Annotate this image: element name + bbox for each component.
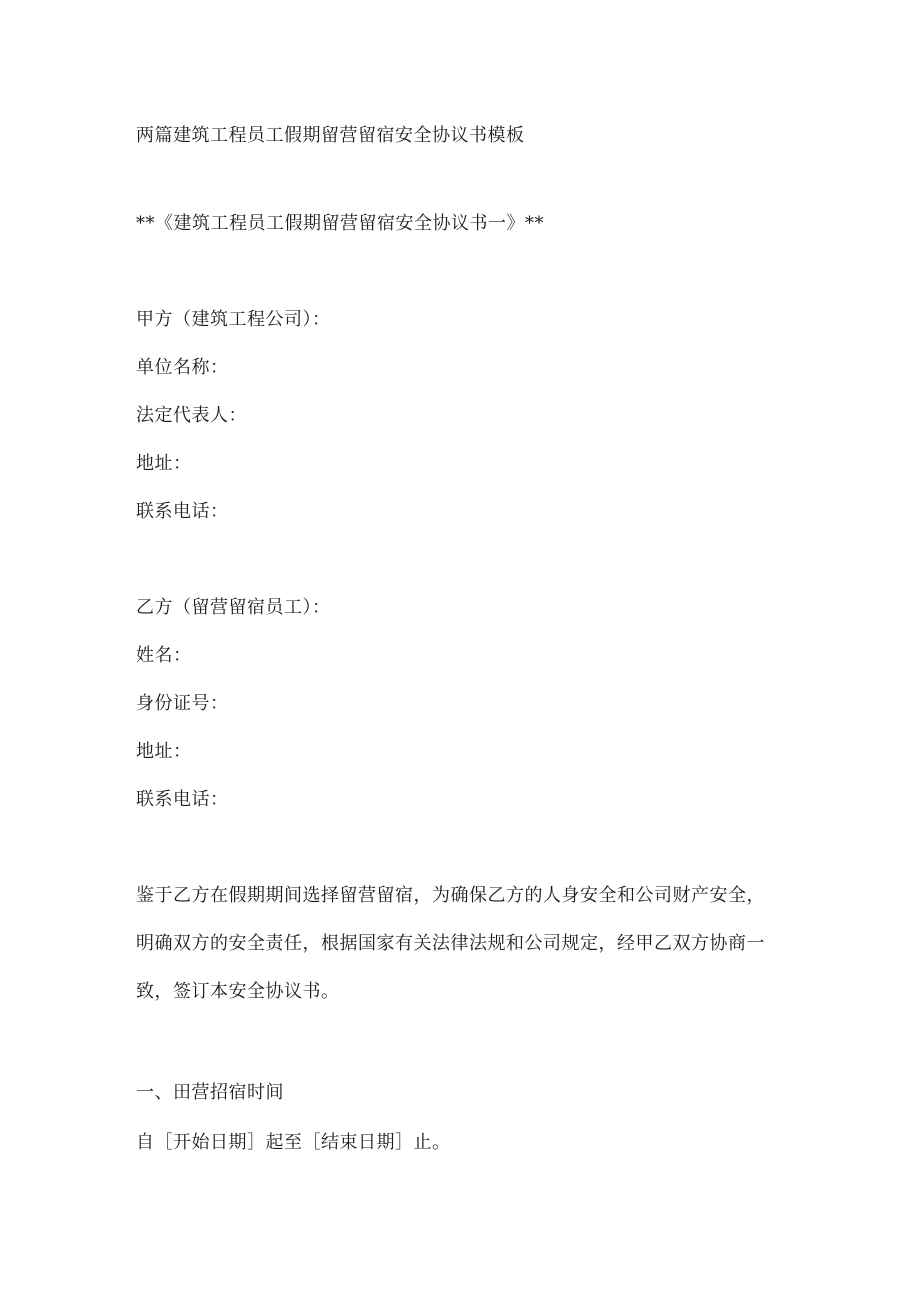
party-a-address-field: 地址： — [136, 453, 192, 474]
section-1-heading: 一、田营招宿时间 — [136, 1082, 284, 1103]
party-a-phone-field: 联系电话： — [136, 501, 229, 522]
agreement-subtitle: **《建筑工程员工假期留营留宿安全协议书一》** — [136, 213, 544, 234]
party-a-unit-name-field: 单位名称： — [136, 357, 229, 378]
party-b-heading: 乙方（留营留宿员工）： — [136, 597, 331, 618]
preamble-line: 鉴于乙方在假期期间选择留营留宿，为确保乙方的人身安全和公司财产安全， — [136, 885, 765, 906]
party-a-legal-rep-field: 法定代表人： — [136, 405, 247, 426]
party-b-name-field: 姓名： — [136, 645, 192, 666]
section-1-body: 自［开始日期］起至［结束日期］止。 — [136, 1132, 451, 1153]
preamble-line: 明确双方的安全责任，根据国家有关法律法规和公司规定，经甲乙双方协商一 — [136, 933, 765, 954]
preamble-line: 致，签订本安全协议书。 — [136, 981, 340, 1002]
party-b-phone-field: 联系电话： — [136, 789, 229, 810]
document-title: 两篇建筑工程员工假期留营留宿安全协议书模板 — [136, 125, 525, 146]
party-b-id-field: 身份证号： — [136, 693, 229, 714]
party-b-address-field: 地址： — [136, 741, 192, 762]
party-a-heading: 甲方（建筑工程公司）： — [136, 309, 331, 330]
